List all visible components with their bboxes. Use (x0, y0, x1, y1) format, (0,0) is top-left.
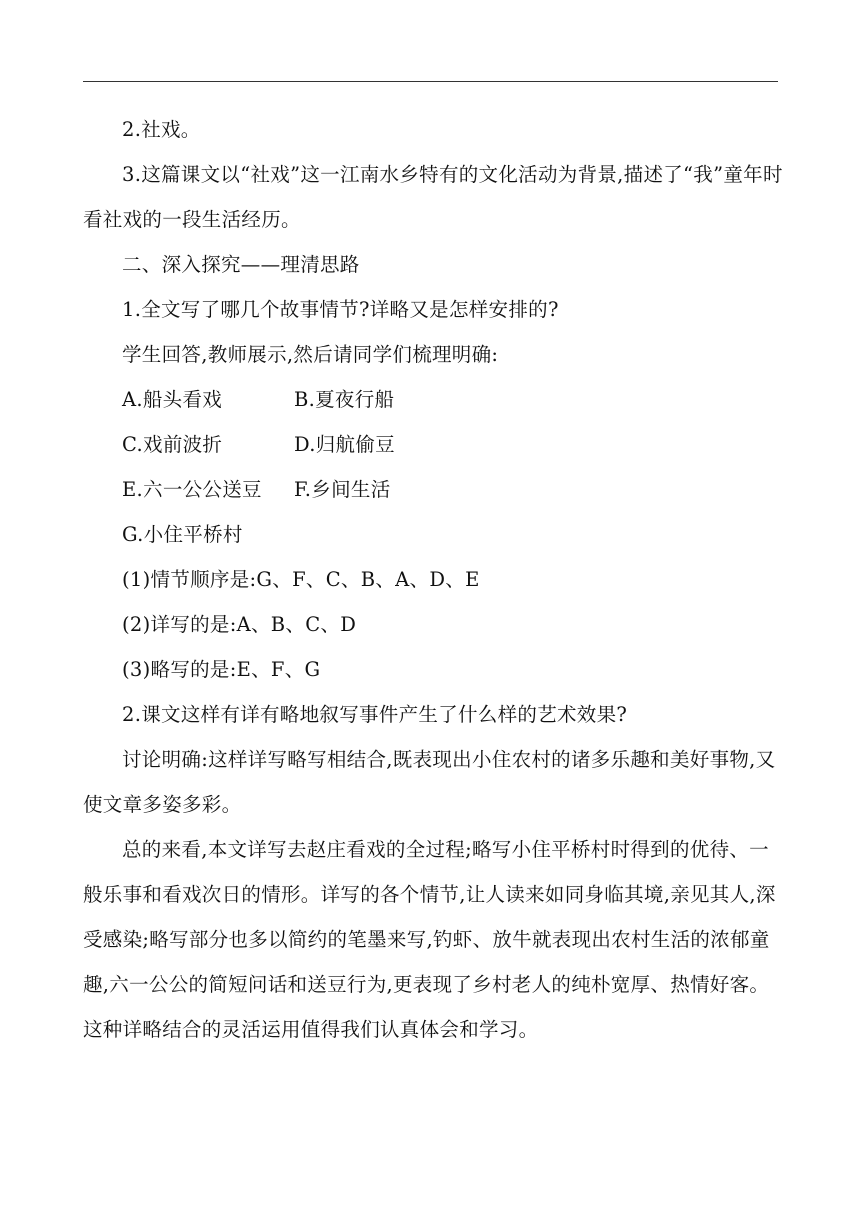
document-body (83, 107, 783, 1052)
option-item: G.小住平桥村 (122, 523, 243, 546)
question: 2.课文这样有详有略地叙写事件产生了什么样的艺术效果? (122, 703, 628, 726)
option-item: C.戏前波折 (122, 433, 223, 456)
paragraph: 3.这篇课文以“社戏”这一江南水乡特有的文化活动为背景,描述了“我”童年时看社戏的一段生活经历。 (83, 163, 783, 231)
option-item: B.夏夜行船 (294, 388, 395, 411)
question: 1.全文写了哪几个故事情节?详略又是怎样安排的? (122, 298, 559, 321)
paragraph: 总的来看,本文详写去赵庄看戏的全过程;略写小住平桥村时得到的优待、一般乐事和看戏次日的情形。详写的各个情节,让人读来如同身临其境,亲见其人,深受感染;略写部分也多以简约的笔墨来写,钓虾、放牛就表现出农村生活的浓郁童趣,六一公公的简短问话和送豆行为,更表现了乡村老人的纯朴宽厚、热情好客。这种详略结合的灵活运用值得我们认真体会和学习。 (83, 838, 776, 1041)
option-item: A.船头看戏 (122, 388, 223, 411)
option-row (83, 422, 783, 467)
option-item: F.乡间生活 (294, 478, 391, 501)
section-heading: 二、深入探究——理清思路 (122, 253, 360, 276)
paragraph: 讨论明确:这样详写略写相结合,既表现出小住农村的诸多乐趣和美好事物,又使文章多姿多彩。 (83, 748, 776, 816)
answer-line: (2)详写的是:A、B、C、D (122, 613, 357, 636)
option-row (83, 512, 783, 557)
paragraph: 2.社戏。 (122, 118, 201, 141)
paragraph: 学生回答,教师展示,然后请同学们梳理明确: (122, 343, 499, 366)
option-item: E.六一公公送豆 (122, 478, 262, 501)
option-row (83, 467, 783, 512)
answer-line: (3)略写的是:E、F、G (122, 658, 321, 681)
header-rule (83, 81, 778, 82)
option-row (83, 377, 783, 422)
option-item: D.归航偷豆 (294, 433, 395, 456)
answer-line: (1)情节顺序是:G、F、C、B、A、D、E (122, 568, 480, 591)
